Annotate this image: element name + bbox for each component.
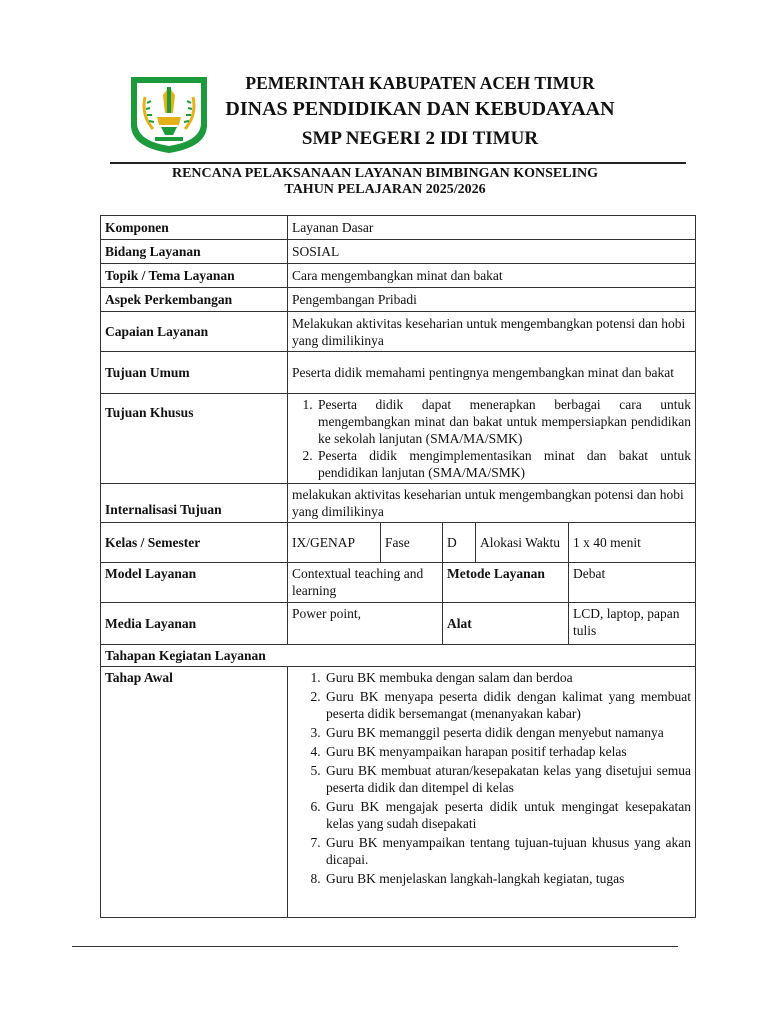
list-item: 7. Guru BK menyampaikan tentang tujuan-tujuan khusus yang akan dicapai. [324,834,691,868]
footer-divider [72,946,678,947]
table-row [101,288,696,312]
rpl-table [100,215,696,918]
table-row [101,240,696,264]
capaian-label: Capaian Layanan [101,312,288,352]
table-row [101,264,696,288]
tahap-awal-list [300,669,691,887]
list-item: 6. Guru BK mengajak peserta didik untuk mengingat kesepakatan kelas yang sudah disepakati [324,798,691,832]
table-row [101,352,696,394]
kelas-label: Kelas / Semester [101,523,288,563]
komponen-value: Layanan Dasar [288,216,696,240]
komponen-label: Komponen [101,216,288,240]
table-row [101,603,696,645]
internalisasi-label: Internalisasi Tujuan [101,484,288,523]
aspek-value: Pengembangan Pribadi [288,288,696,312]
table-row [101,667,696,918]
tujuan-khusus-list [292,396,691,481]
topik-value: Cara mengembangkan minat dan bakat [288,264,696,288]
list-item: 3. Guru BK memanggil peserta didik dengan menyebut namanya [324,724,691,741]
tahap-awal-clip [300,669,691,915]
list-item: 8. Guru BK menjelaskan langkah-langkah kegiatan, tugas [324,870,691,887]
media-label: Media Layanan [101,603,288,645]
media-value: Power point, [288,603,443,645]
tahap-awal-value [288,667,696,918]
header-divider [110,162,686,164]
table-row [101,216,696,240]
table-row [101,484,696,523]
metode-label: Metode Layanan [443,563,569,603]
tujuan-umum-value: Peserta didik memahami pentingnya mengembangkan minat dan bakat [288,352,696,394]
list-item: 2. Guru BK menyapa peserta didik dengan kalimat yang membuat peserta didik bersemangat (menanyakan kabar) [324,688,691,722]
header-school: SMP NEGERI 2 IDI TIMUR [301,128,539,149]
fase-label: Fase [381,523,443,563]
model-label: Model Layanan [101,563,288,603]
tahapan-label: Tahapan Kegiatan Layanan [101,645,696,667]
kelas-value: IX/GENAP [288,523,381,563]
fase-value: D [443,523,476,563]
document-title-main: RENCANA PELAKSANAAN LAYANAN BIMBINGAN KONSELING [171,166,599,181]
metode-value: Debat [569,563,696,603]
bidang-value: SOSIAL [288,240,696,264]
alokasi-value: 1 x 40 menit [569,523,696,563]
tahap-awal-label: Tahap Awal [101,667,288,918]
table-row [101,312,696,352]
list-item: 2. Peserta didik mengimplementasikan minat dan bakat untuk pendidikan lanjutan (SMA/MA/SMK) [316,447,691,481]
model-value: Contextual teaching and learning [288,563,443,603]
table-row [101,394,696,484]
table-row [101,563,696,603]
document-title [100,166,670,198]
header-government: PEMERINTAH KABUPATEN ACEH TIMUR [245,73,595,93]
alat-label: Alat [443,603,569,645]
table-row [101,645,696,667]
list-item: 1. Guru BK membuka dengan salam dan berdoa [324,669,691,686]
list-item: 5. Guru BK membuat aturan/kesepakatan kelas yang disetujui semua peserta didik dan ditempel di kelas [324,762,691,796]
list-item: 4. Guru BK menyampaikan harapan positif terhadap kelas [324,743,691,760]
bidang-label: Bidang Layanan [101,240,288,264]
document-title-year: TAHUN PELAJARAN 2025/2026 [284,182,486,197]
aspek-label: Aspek Perkembangan [101,288,288,312]
tujuan-umum-label: Tujuan Umum [101,352,288,394]
internalisasi-value: melakukan aktivitas keseharian untuk mengembangkan potensi dan hobi yang dimilikinya [288,484,696,523]
header-department: DINAS PENDIDIKAN DAN KEBUDAYAAN [225,98,615,120]
alat-value: LCD, laptop, papan tulis [569,603,696,645]
table-row [101,523,696,563]
list-item: 1. Peserta didik dapat menerapkan berbagai cara untuk mengembangkan minat dan bakat untuk mempersiapkan pendidikan ke sekolah lanjutan (SMA/MA/SMK) [316,396,691,447]
tujuan-khusus-label: Tujuan Khusus [101,394,288,484]
topik-label: Topik / Tema Layanan [101,264,288,288]
alokasi-label: Alokasi Waktu [476,523,569,563]
tujuan-khusus-value [288,394,696,484]
capaian-value: Melakukan aktivitas keseharian untuk mengembangkan potensi dan hobi yang dimilikinya [288,312,696,352]
